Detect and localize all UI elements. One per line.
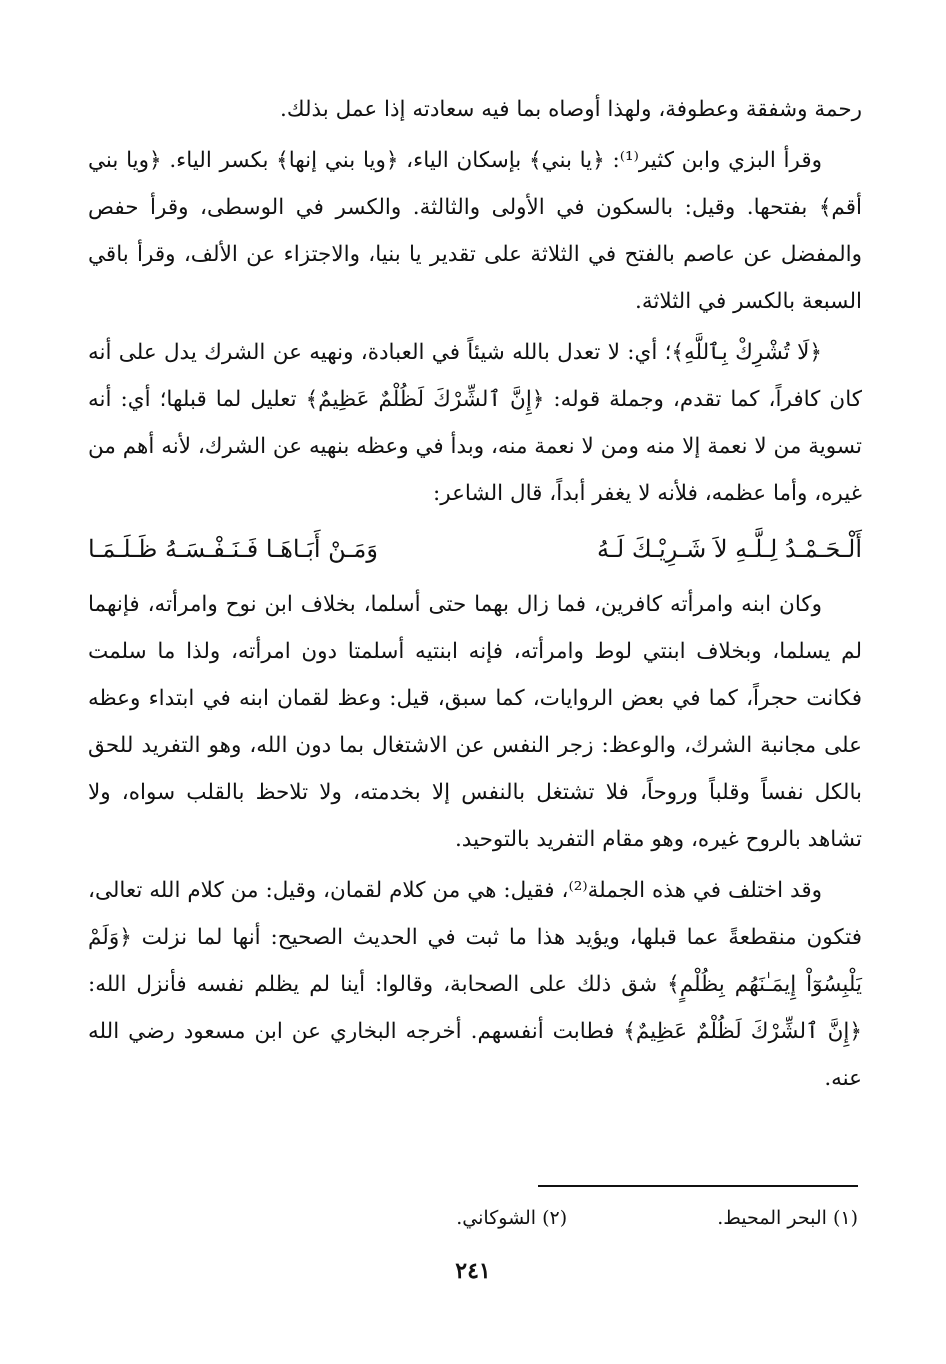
footnote-divider	[538, 1185, 858, 1187]
verse-first-hemistich: أَلْـحَـمْـدُ لِـلَّـهِ لاَ شَـرِيْـكَ لَـهُ	[597, 535, 862, 563]
verse-second-hemistich: وَمَـنْ أَبَـاهَـا فَـنَـفْـسَـهُ ظَـلَـمَـا	[88, 535, 378, 563]
footnote-1: (١) البحر المحيط.	[717, 1207, 858, 1229]
paragraph-4: وكان ابنه وامرأته كافرين، فما زال بهما حتى أسلما، بخلاف ابن نوح وامرأته، فإنهما لم يسلما، وبخلاف ابنتي لوط وامرأته، فإنه ابنتيه أسلمتا دون امرأته، ولذا ما سلمت فكانت حجراً، كما في بعض الروايات، كما سبق، قيل: وعظ لقمان ابنه في ابتداء وعظه على مجانبة الشرك، والوعظ: زجر النفس عن الاشتغال بما دون الله، وهو التفريد للحق بالكل نفساً وقلباً وروحاً، فلا تشتغل بالنفس إلا بخدمته، ولا تلاحظ بالقلب سواه، ولا تشاهد بالروح غيره، وهو مقام التفريد بالتوحيد.	[88, 592, 862, 852]
paragraph-3: ﴿لَا تُشْرِكْ بِٱللَّهِ﴾؛ أي: لا تعدل بالله شيئاً في العبادة، ونهيه عن الشرك يدل على أنه كان كافراً، كما تقدم، وجملة قوله: ﴿إِنَّ ٱلشِّرْكَ لَظُلْمٌ عَظِيمٌ﴾ تعليل لما قبلها؛ أي: أنه تسوية من لا نعمة إلا منه ومن لا نعمة منه، وبدأ في وعظه بنهيه عن الشرك، لأنه أهم من غيره، وأما عظمه، فلأنه لا يغفر أبداً، قال الشاعر:	[88, 340, 862, 506]
paragraph-5: وقد اختلف في هذه الجملة⁽²⁾، فقيل: هي من كلام لقمان، وقيل: من كلام الله تعالى، فتكون منقطعةً عما قبلها، ويؤيد هذا ما ثبت في الحديث الصحيح: أنها لما نزلت ﴿وَلَمْ يَلْبِسُوٓاْ إِيمَـٰنَهُم بِظُلْمٍ﴾ شق ذلك على الصحابة، وقالوا: أينا لم يظلم نفسه فأنزل الله: ﴿إِنَّ ٱلشِّرْكَ لَظُلْمٌ عَظِيمٌ﴾ فطابت أنفسهم. أخرجه البخاري عن ابن مسعود رضي الله عنه.	[88, 878, 862, 1091]
paragraph-1: رحمة وشفقة وعطوفة، ولهذا أوصاه بما فيه سعادته إذا عمل بذلك.	[280, 97, 862, 122]
poetry-verse	[88, 521, 862, 577]
page-number: ٢٤١	[455, 1258, 491, 1284]
footnote-2: (٢) الشوكاني.	[456, 1207, 568, 1229]
page-body	[88, 86, 862, 1106]
footnotes	[84, 1200, 858, 1236]
paragraph-2: وقرأ البزي وابن كثير⁽¹⁾: ﴿يا بني﴾ بإسكان الياء، ﴿ويا بني إنها﴾ بكسر الياء. ﴿ويا بني أقم﴾ بفتحها. وقيل: بالسكون في الأولى والثالثة. والكسر في الوسطى، وقرأ حفص والمفضل عن عاصم بالفتح في الثلاثة على تقدير يا بنيا، والاجتزاء عن الألف، وقرأ باقي السبعة بالكسر في الثلاثة.	[88, 148, 862, 314]
